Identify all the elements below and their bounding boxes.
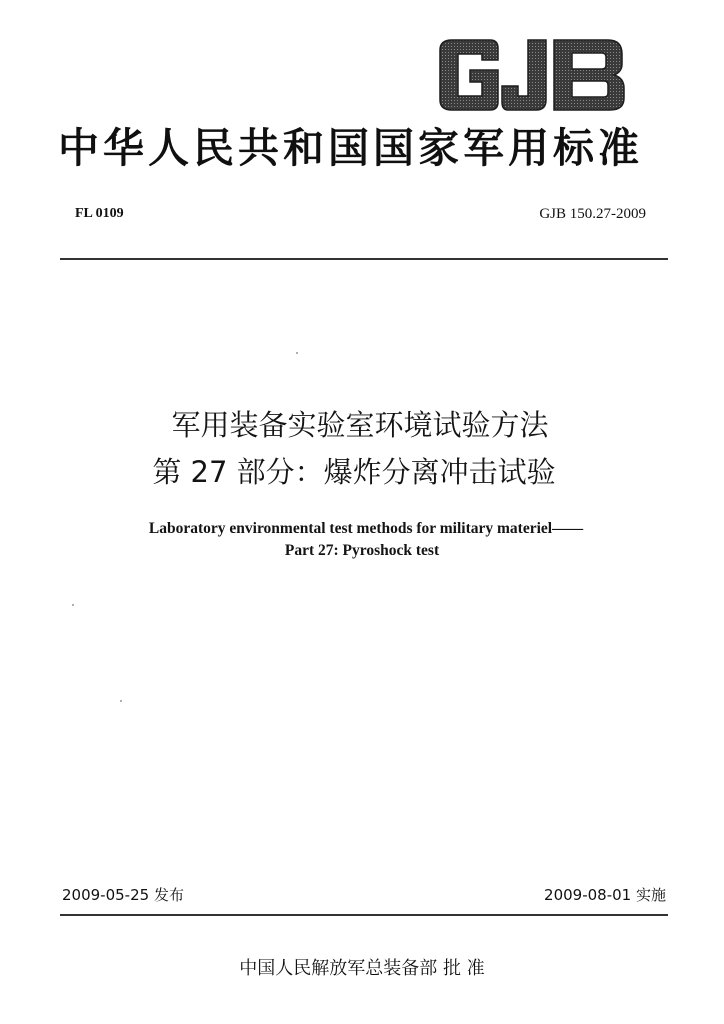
standard-number: GJB 150.27-2009	[539, 206, 646, 222]
top-divider	[60, 258, 668, 260]
standard-title: 中华人民共和国国家军用标准	[58, 124, 643, 172]
issue-date: 2009-05-25 发布	[62, 886, 184, 904]
scan-speck	[72, 604, 74, 606]
english-title-line-2: Part 27: Pyroshock test	[284, 542, 440, 559]
gjb-logo-icon	[432, 36, 632, 114]
scan-speck	[296, 352, 298, 354]
approving-authority: 中国人民解放军总装备部 批 准	[239, 958, 485, 979]
english-title-line-1: Laboratory environmental test methods for military materiel——	[148, 520, 584, 537]
effective-date: 2009-08-01 实施	[544, 886, 666, 904]
bottom-divider	[60, 914, 668, 916]
classification-code-text: FL 0109	[75, 206, 124, 221]
classification-code	[75, 206, 124, 222]
chinese-title-line-2: 第 27 部分：爆炸分离冲击试验	[152, 455, 556, 489]
chinese-title-line-1: 军用装备实验室环境试验方法	[171, 408, 549, 442]
scan-speck	[120, 700, 122, 702]
